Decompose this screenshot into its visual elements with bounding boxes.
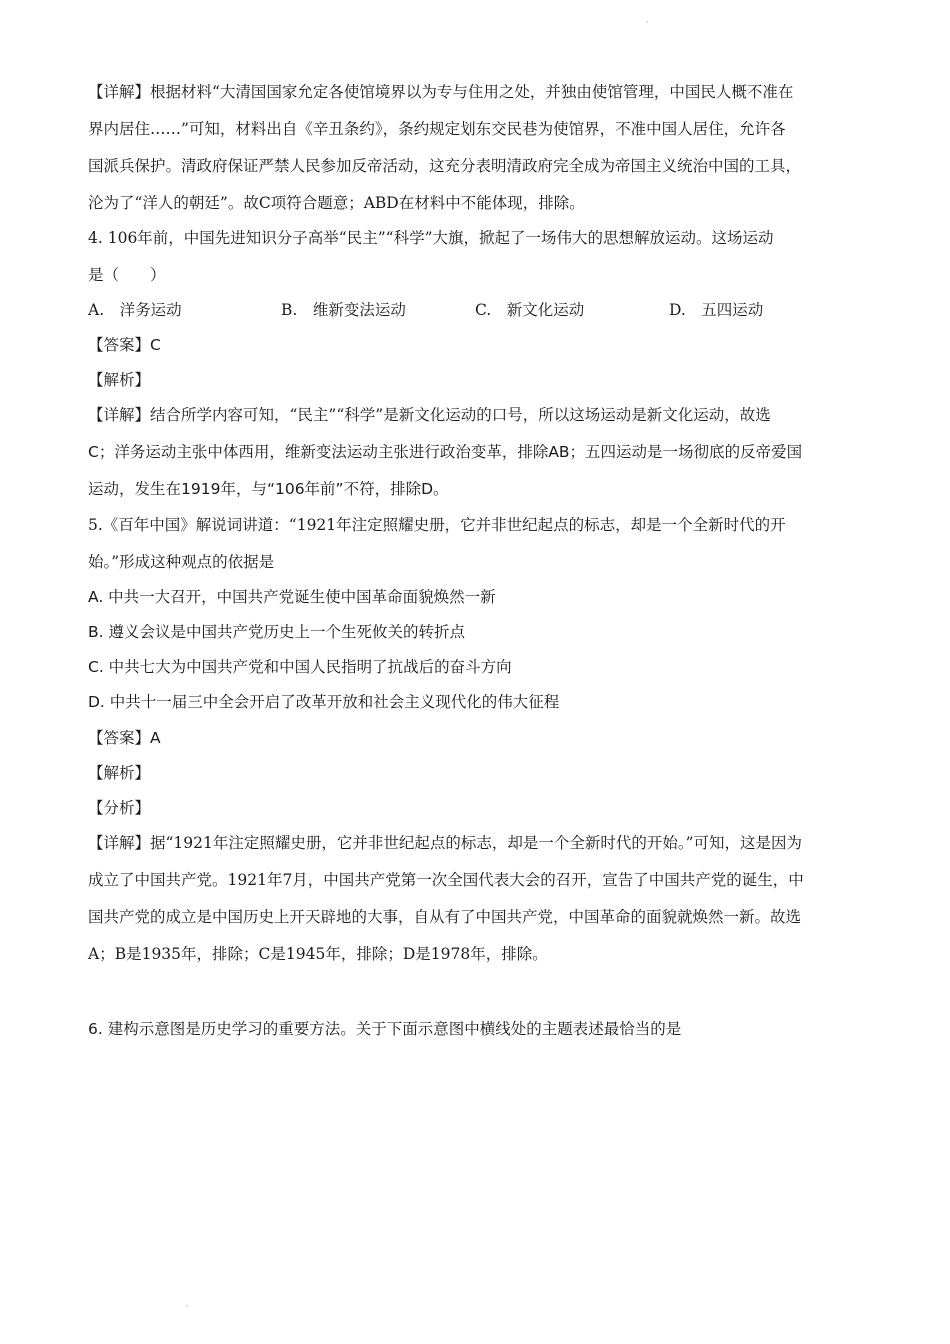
q4-detail-line-1: 【详解】结合所学内容可知，“民主”“科学”是新文化运动的口号，所以这场运动是新文化运动，故选 xyxy=(88,406,771,424)
q4-option-b: B. 维新变法运动 xyxy=(281,301,406,319)
q4-option-a: A. 洋务运动 xyxy=(88,301,182,319)
q5-detail-line-2: 成立了中国共产党。1921年7月，中国共产党第一次全国代表大会的召开，宣告了中国共产党的诞生，中 xyxy=(88,871,804,889)
q4-option-c: C. 新文化运动 xyxy=(475,301,585,319)
q5-detail-line-4: A；B是1935年，排除；C是1945年，排除；D是1978年，排除。 xyxy=(88,945,548,963)
q5-stem-line-1: 5.《百年中国》解说词讲道：“1921年注定照耀史册，它并非世纪起点的标志，却是一个全新时代的开 xyxy=(88,516,786,534)
q5-answer: 【答案】A xyxy=(88,729,161,747)
q5-detail-line-3: 国共产党的成立是中国历史上开天辟地的大事，自从有了中国共产党，中国革命的面貌就焕然一新。故选 xyxy=(88,908,802,926)
page-mark-bottom: · xyxy=(186,1302,189,1311)
q4-detail-line-2: C；洋务运动主张中体西用，维新变法运动主张进行政治变革，排除AB；五四运动是一场彻底的反帝爱国 xyxy=(88,443,803,461)
q3-analysis-line-4: 沦为了“洋人的朝廷”。故C项符合题意；ABD在材料中不能体现，排除。 xyxy=(88,194,585,212)
page-mark: · xyxy=(646,18,649,27)
q5-option-c: C. 中共七大为中国共产党和中国人民指明了抗战后的奋斗方向 xyxy=(88,658,512,676)
q5-option-a: A. 中共一大召开，中国共产党诞生使中国革命面貌焕然一新 xyxy=(88,588,496,606)
q4-answer: 【答案】C xyxy=(88,336,161,354)
q4-detail-line-3: 运动，发生在1919年，与“106年前”不符，排除D。 xyxy=(88,480,449,498)
q3-analysis-line-1: 【详解】根据材料“大清国国家允定各使馆境界以为专与住用之处，并独由使馆管理，中国民人概不准在 xyxy=(88,83,794,101)
q3-analysis-line-3: 国派兵保护。清政府保证严禁人民参加反帝活动，这充分表明清政府完全成为帝国主义统治中国的工具， xyxy=(88,157,802,175)
q5-detail-line-1: 【详解】据“1921年注定照耀史册，它并非世纪起点的标志，却是一个全新时代的开始。”可知，这是因为 xyxy=(88,834,803,852)
q5-analysis-sub-label: 【分析】 xyxy=(88,799,151,817)
q5-option-d: D. 中共十一届三中全会开启了改革开放和社会主义现代化的伟大征程 xyxy=(88,693,560,711)
q4-option-d: D. 五四运动 xyxy=(669,301,764,319)
q5-analysis-label: 【解析】 xyxy=(88,764,151,782)
q4-analysis-label: 【解析】 xyxy=(88,371,151,389)
q4-stem-line-2: 是（ ） xyxy=(88,266,166,284)
q4-stem-line-1: 4. 106年前，中国先进知识分子高举“民主”“科学”大旗，掀起了一场伟大的思想解放运动。这场运动 xyxy=(88,229,774,247)
q6-stem: 6. 建构示意图是历史学习的重要方法。关于下面示意图中横线处的主题表述最恰当的是 xyxy=(88,1020,682,1038)
q5-option-b: B. 遵义会议是中国共产党历史上一个生死攸关的转折点 xyxy=(88,623,465,641)
q3-analysis-line-2: 界内居住……”可知，材料出自《辛丑条约》，条约规定划东交民巷为使馆界，不准中国人居住，允许各 xyxy=(88,120,786,138)
q5-stem-line-2: 始。”形成这种观点的依据是 xyxy=(88,553,275,571)
